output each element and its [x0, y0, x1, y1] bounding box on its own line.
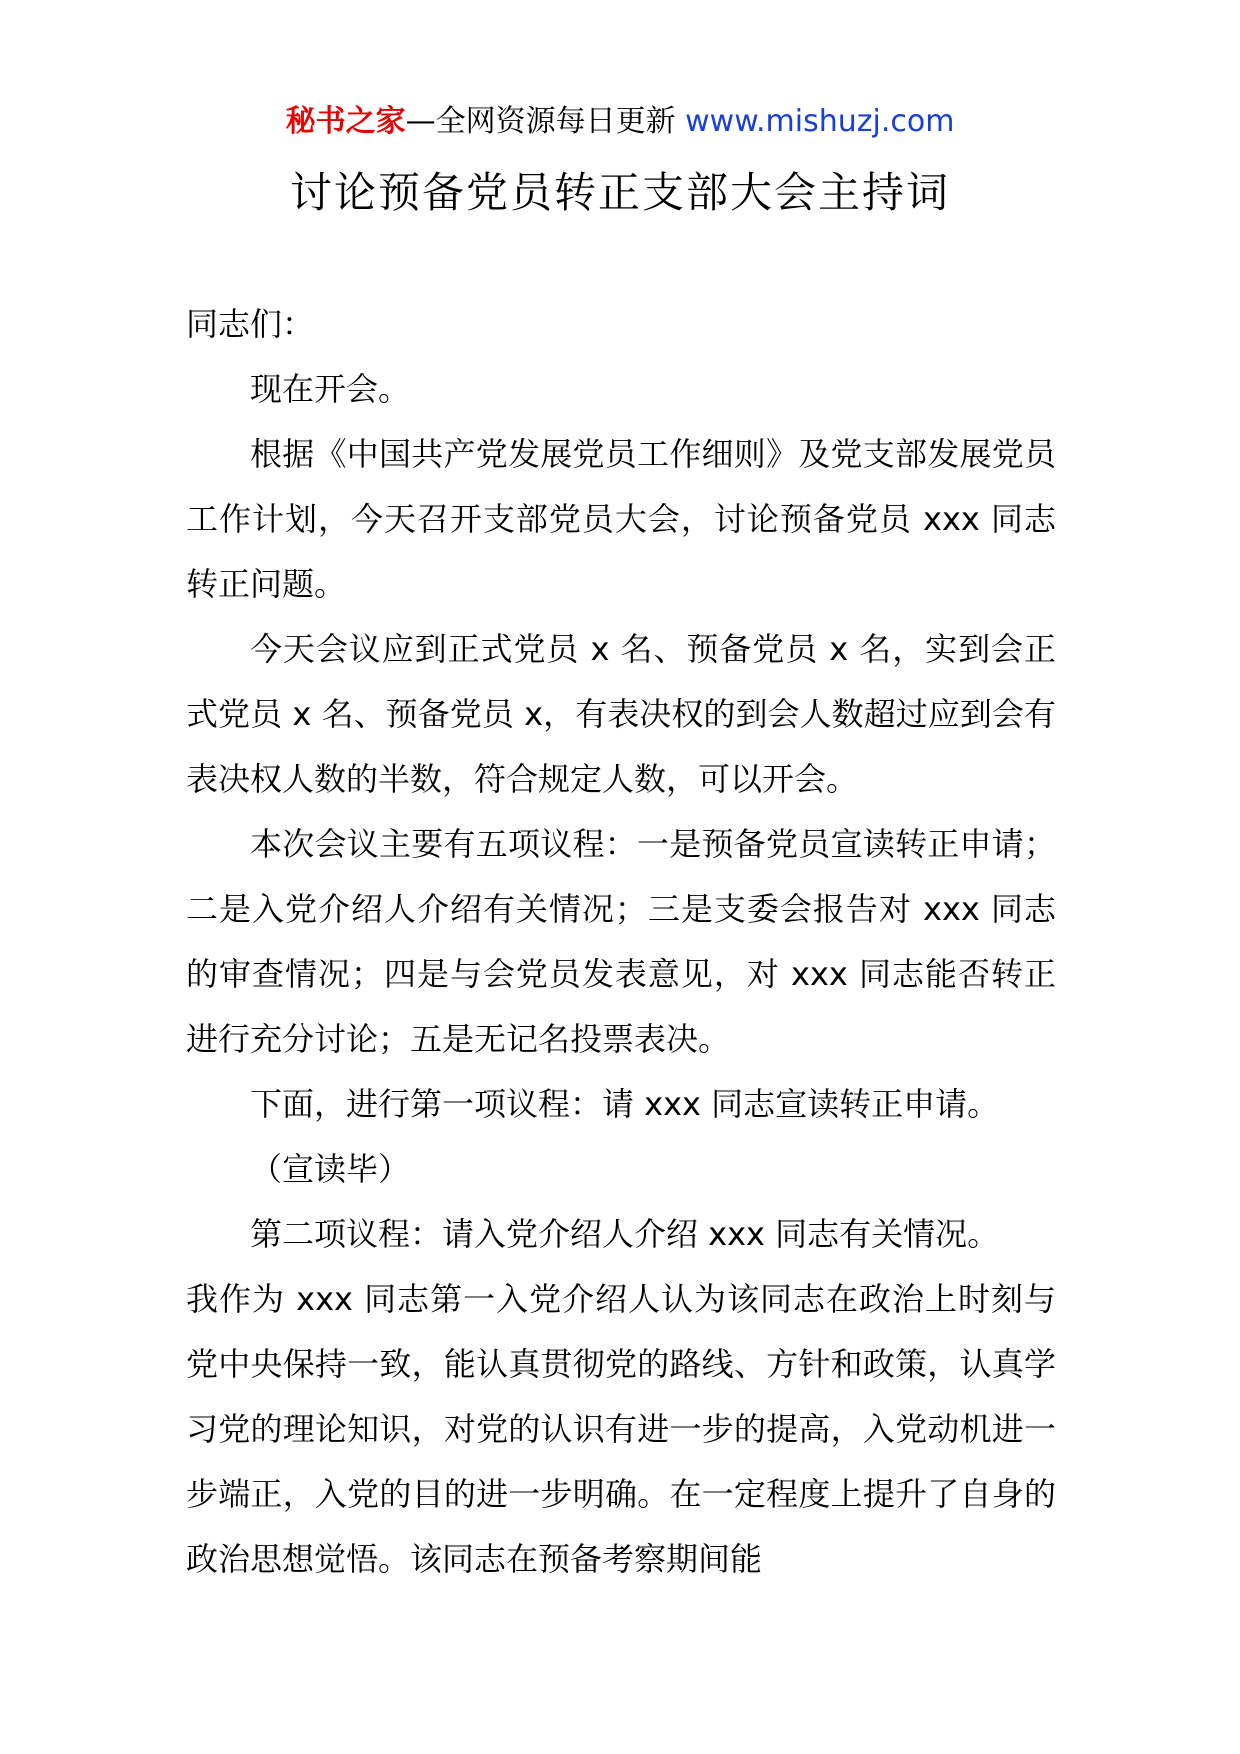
paragraph-item-two: 第二项议程：请入党介绍人介绍 xxx 同志有关情况。: [250, 1215, 1000, 1253]
site-tagline: —全网资源每日更新: [405, 104, 686, 139]
paragraph-agenda: 本次会议主要有五项议程：一是预备党员宣读转正申请；二是入党介绍人介绍有关情况；三是支委会报告对 xxx 同志的审查情况；四是与会党员发表意见，对 xxx 同志能否转正进行充分讨论；五是无记名投票表决。: [186, 825, 1056, 1058]
document-body: [186, 292, 1056, 1592]
paragraph-attendance: 今天会议应到正式党员 x 名、预备党员 x 名，实到会正式党员 x 名、预备党员 x，有表决权的到会人数超过应到会有表决权人数的半数，符合规定人数，可以开会。: [186, 630, 1056, 798]
site-url-link[interactable]: www.mishuzj.com: [685, 104, 955, 139]
paragraph-purpose: 根据《中国共产党发展党员工作细则》及党支部发展党员工作计划，今天召开支部党员大会，讨论预备党员 xxx 同志转正问题。: [186, 435, 1056, 603]
paragraph-introducer-statement: 我作为 xxx 同志第一入党介绍人认为该同志在政治上时刻与党中央保持一致，能认真贯彻党的路线、方针和政策，认真学习党的理论知识，对党的认识有进一步的提高，入党动机进一步端正，入党的目的进一步明确。在一定程度上提升了自身的政治思想觉悟。该同志在预备考察期间能: [186, 1280, 1056, 1578]
paragraph-opening: 现在开会。: [250, 370, 411, 408]
document-title: 讨论预备党员转正支部大会主持词: [289, 168, 950, 217]
salutation: 同志们：: [186, 305, 315, 343]
brand-name: 秘书之家: [285, 104, 406, 139]
paragraph-reading-done: （宣读毕）: [250, 1150, 411, 1188]
site-header: [0, 100, 1240, 144]
paragraph-item-one: 下面，进行第一项议程：请 xxx 同志宣读转正申请。: [250, 1085, 1000, 1123]
